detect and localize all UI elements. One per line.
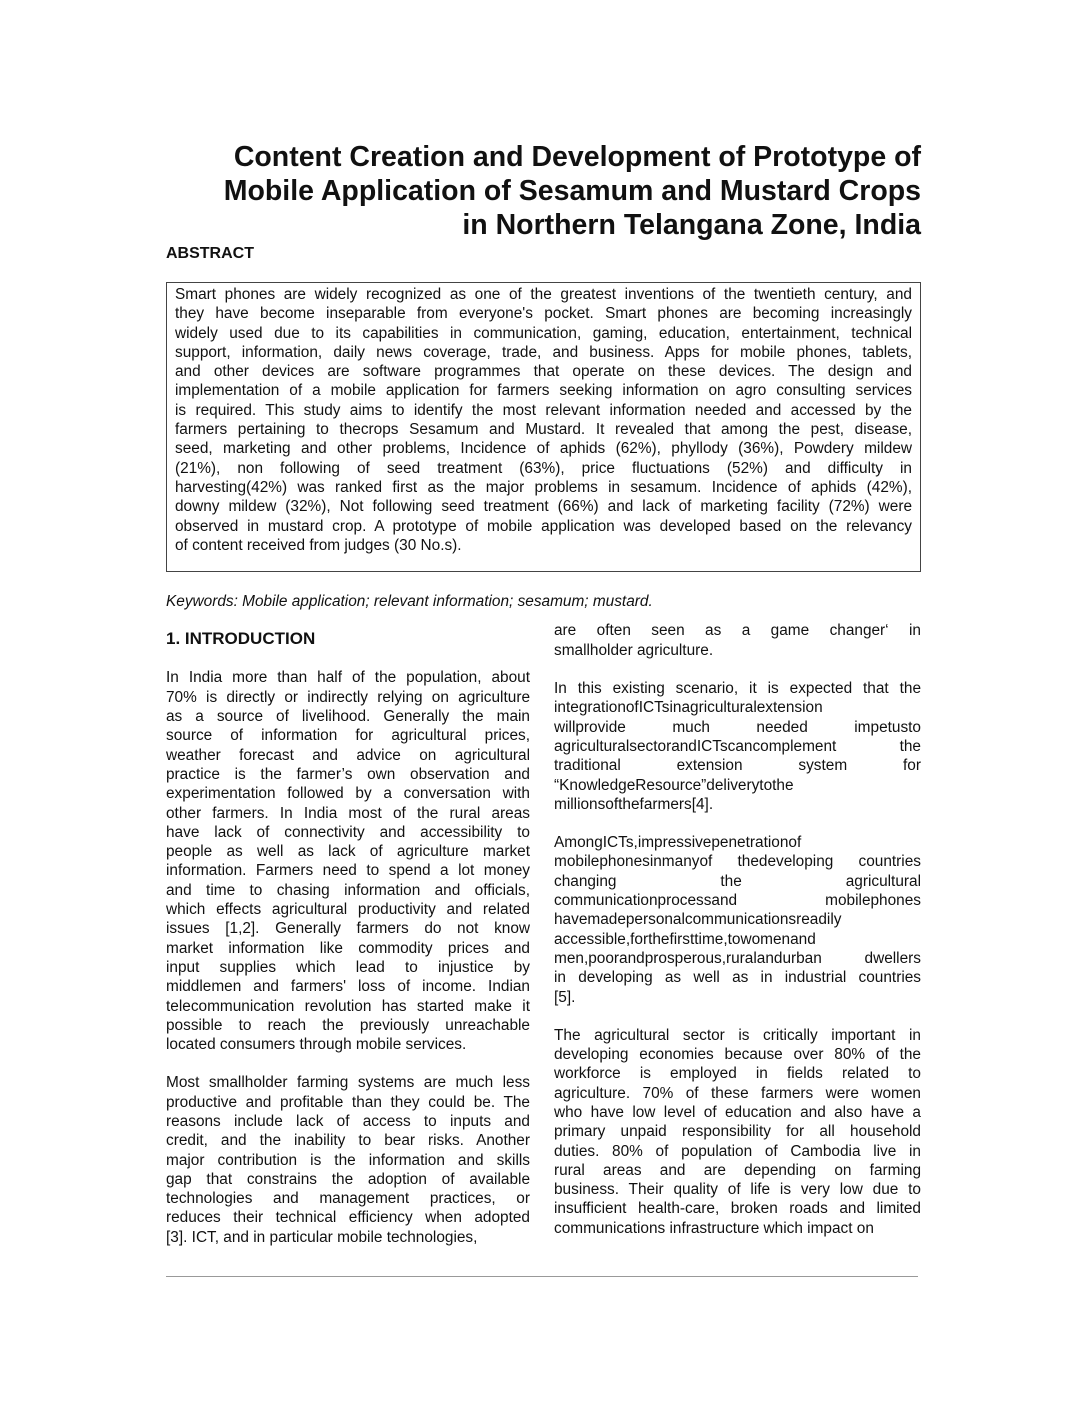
text-line: willprovide much needed impetusto xyxy=(554,718,921,736)
text-line: primary unpaid responsibility for all household xyxy=(554,1123,921,1141)
text-line: changing the agricultural xyxy=(554,872,921,890)
text-line: In India more than half of the population, about xyxy=(166,669,530,687)
paragraph xyxy=(166,1073,530,1247)
text-line: experimentation followed by a conversation with xyxy=(166,785,530,803)
text-line: implementation of a mobile application for farmers seeking information on agro consulting services xyxy=(175,382,912,400)
text-line: farmers pertaining to thecrops Sesamum and Mustard. It revealed that among the pest, disease, xyxy=(175,421,912,439)
text-line: business. Their quality of life is very low due to xyxy=(554,1181,921,1199)
text-line: possible to reach the previously unreachable xyxy=(166,1016,530,1034)
text-line: traditional extension system for xyxy=(554,757,921,775)
text-line: reasons include lack of access to inputs and xyxy=(166,1112,530,1130)
title-line: Mobile Application of Sesamum and Mustard Crops xyxy=(223,175,921,207)
text-line: issues [1,2]. Generally farmers do not know xyxy=(166,920,530,938)
text-line: (21%), non following of seed treatment (63%), price fluctuations (52%) and difficulty in xyxy=(175,459,912,477)
text-line: 70% is directly or indirectly relying on agriculture xyxy=(166,688,530,706)
text-line: as a source of livelihood. Generally the main xyxy=(166,708,530,726)
text-line: major contribution is the information and skills xyxy=(166,1151,530,1169)
two-column-body xyxy=(166,621,921,1266)
text-line: [3]. ICT, and in particular mobile technologies, xyxy=(166,1228,478,1246)
text-line: widely used due to its capabilities in communication, gaming, education, entertainment, technical xyxy=(175,324,912,342)
paper-body xyxy=(166,244,921,1277)
text-line: in developing as well as in industrial countries xyxy=(554,969,921,987)
text-line: middlemen and farmers' loss of income. Indian xyxy=(166,978,530,996)
text-line: technologies and management practices, or xyxy=(166,1190,530,1208)
text-line: developing economies because over 80% of the xyxy=(554,1046,921,1064)
text-line: and other devices are software programmes that operate on these devices. The design and xyxy=(175,363,912,381)
text-line: [5]. xyxy=(554,988,576,1006)
text-line: harvesting(42%) was ranked first as the major problems in sesamum. Incidence of aphids (42%), xyxy=(175,478,912,496)
text-line: people as well as lack of agriculture market xyxy=(166,843,530,861)
title-line: Content Creation and Development of Prototype of xyxy=(233,141,921,173)
keywords: Keywords: Mobile application; relevant information; sesamum; mustard. xyxy=(166,593,653,611)
text-line: are often seen as a game changer‘ in xyxy=(554,622,921,640)
left-column xyxy=(166,621,530,1266)
paragraph xyxy=(554,621,921,660)
text-line: “KnowledgeResource”deliverytothe xyxy=(554,776,794,794)
text-line: Smart phones are widely recognized as one of the greatest inventions of the twentieth century, and xyxy=(175,286,912,303)
text-line: information. Farmers need to spend a lot money xyxy=(166,862,530,880)
text-line: The agricultural sector is critically important in xyxy=(554,1026,921,1044)
text-line: they have become inseparable from everyone's pocket. Smart phones are becoming increasingly xyxy=(175,305,912,323)
text-line: telecommunication revolution has started make it xyxy=(166,997,530,1015)
title-line: in Northern Telangana Zone, India xyxy=(462,209,921,241)
abstract-heading: ABSTRACT xyxy=(166,245,254,262)
text-line: AmongICTs,impressivepenetrationof xyxy=(554,834,802,852)
text-line: Most smallholder farming systems are much less xyxy=(166,1074,530,1092)
footer-rule xyxy=(166,1276,918,1277)
text-line: agriculture. 70% of these farmers were women xyxy=(554,1084,921,1102)
text-line: In this existing scenario, it is expected that the xyxy=(554,680,921,698)
text-line: practice is the farmer’s own observation and xyxy=(166,765,530,783)
text-line: duties. 80% of population of Cambodia live in xyxy=(554,1142,921,1160)
text-line: seed, marketing and other problems, Incidence of aphids (62%), phyllody (36%), Powdery mildew xyxy=(175,440,912,458)
paragraph xyxy=(554,1026,921,1238)
text-line: reduces their technical efficiency when adopted xyxy=(166,1209,530,1227)
text-line: communications infrastructure which impact on xyxy=(554,1219,874,1237)
text-line: which effects agricultural productivity and related xyxy=(166,901,530,919)
text-line: gap that constrains the adoption of available xyxy=(166,1170,530,1188)
text-line: insufficient health-care, broken roads and limited xyxy=(554,1200,921,1218)
text-line: and time to chasing information and officials, xyxy=(166,881,530,899)
text-line: workforce is employed in fields related to xyxy=(554,1065,921,1083)
text-line: located consumers through mobile services. xyxy=(166,1036,467,1054)
text-line: communicationprocessand mobilephones xyxy=(554,892,921,910)
paragraph xyxy=(554,679,921,814)
text-line: credit, and the inability to bear risks. Another xyxy=(166,1132,530,1150)
section-heading: 1. INTRODUCTION xyxy=(166,629,316,649)
text-line: men,poorandprosperous,ruralandurban dwellers xyxy=(554,949,921,967)
text-line: observed in mustard crop. A prototype of mobile application was developed based on the relevancy xyxy=(175,517,912,535)
text-line: millionsofthefarmers[4]. xyxy=(554,795,714,813)
text-line: accessible,forthefirsttime,towomenand xyxy=(554,930,816,948)
text-line: of content received from judges (30 No.s). xyxy=(175,536,462,554)
abstract-text xyxy=(175,285,912,555)
right-column xyxy=(554,621,921,1266)
text-line: market information like commodity prices and xyxy=(166,939,530,957)
text-line: who have low level of education and also have a xyxy=(554,1103,921,1121)
text-line: input supplies which lead to injustice by xyxy=(166,958,530,976)
paper-title xyxy=(121,140,921,242)
text-line: rural areas and are depending on farming xyxy=(554,1161,921,1179)
text-line: mobilephonesinmanyof thedeveloping countries xyxy=(554,853,921,871)
text-line: weather forecast and advice on agricultural xyxy=(166,746,530,764)
paragraph xyxy=(166,668,530,1054)
text-line: downy mildew (32%), Not following seed treatment (66%) and lack of marketing facility (72%) were xyxy=(175,498,912,516)
text-line: have lack of connectivity and accessibility to xyxy=(166,823,530,841)
text-line: source of information for agricultural prices, xyxy=(166,727,530,745)
text-line: smallholder agriculture. xyxy=(554,641,714,659)
text-line: is required. This study aims to identify the most relevant information needed and accessed by the xyxy=(175,401,912,419)
text-line: support, information, daily news coverage, trade, and business. Apps for mobile phones, tablets, xyxy=(175,343,912,361)
text-line: integrationofICTsinagriculturalextension xyxy=(554,699,823,717)
text-line: other farmers. In India most of the rural areas xyxy=(166,804,530,822)
paragraph xyxy=(554,833,921,1007)
text-line: productive and profitable than they could be. The xyxy=(166,1093,530,1111)
text-line: havemadepersonalcommunicationsreadily xyxy=(554,911,842,929)
text-line: agriculturalsectorandICTscancomplement the xyxy=(554,737,921,755)
abstract-box xyxy=(166,282,921,572)
